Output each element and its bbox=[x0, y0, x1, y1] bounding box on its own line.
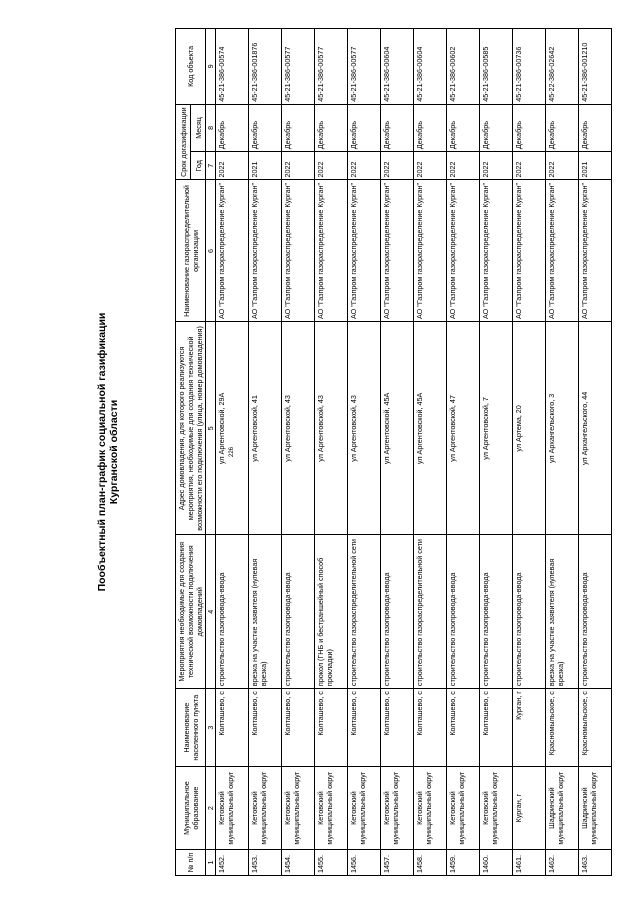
table-row bbox=[414, 29, 447, 876]
month-cell: Декабрь bbox=[381, 104, 414, 151]
column-number: 4 bbox=[206, 535, 216, 689]
header-deadline: Срок догазификации bbox=[176, 104, 191, 180]
table-row bbox=[546, 29, 579, 876]
month-cell: Декабрь bbox=[546, 104, 579, 151]
table-row bbox=[579, 29, 612, 876]
measure-cell: врезка на участке заявителя (нулевая врезка) bbox=[249, 535, 282, 689]
municipality-cell: Шадринский муниципальный округ bbox=[579, 767, 612, 850]
municipality-cell: Кетовский муниципальный округ bbox=[381, 767, 414, 850]
table-row bbox=[480, 29, 513, 876]
settlement-cell: Колташево, с bbox=[480, 689, 513, 767]
address-cell: ул Аргентовской, 47 bbox=[447, 322, 480, 535]
column-number: 6 bbox=[206, 180, 216, 322]
organization-cell: АО "Газпром газораспределение Курган" bbox=[216, 180, 249, 322]
header-organization: Наименование газораспределительной организации bbox=[176, 180, 206, 322]
table-row bbox=[381, 29, 414, 876]
address-cell: ул Аргентовской, 45А bbox=[414, 322, 447, 535]
measure-cell: строительство газопровода-ввода bbox=[381, 535, 414, 689]
municipality-cell: Шадринский муниципальный округ bbox=[546, 767, 579, 850]
year-cell: 2022 bbox=[315, 152, 348, 180]
municipality-cell: Курган, г bbox=[513, 767, 546, 850]
settlement-cell: Красномыльское, с bbox=[546, 689, 579, 767]
address-cell: ул Аргентовской, 43 bbox=[348, 322, 381, 535]
municipality-cell: Кетовский муниципальный округ bbox=[480, 767, 513, 850]
municipality-cell: Кетовский муниципальный округ bbox=[414, 767, 447, 850]
object-code-cell: 45-21-386-00585 bbox=[480, 29, 513, 105]
organization-cell: АО "Газпром газораспределение Курган" bbox=[579, 180, 612, 322]
object-code-cell: 45-21-386-00604 bbox=[381, 29, 414, 105]
month-cell: Декабрь bbox=[249, 104, 282, 151]
row-number: 1460. bbox=[480, 849, 513, 875]
measure-cell: прокол (ГНБ и бестраншейный способ прокладки) bbox=[315, 535, 348, 689]
municipality-cell: Кетовский муниципальный округ bbox=[282, 767, 315, 850]
row-number: 1452. bbox=[216, 849, 249, 875]
year-cell: 2022 bbox=[348, 152, 381, 180]
month-cell: Декабрь bbox=[579, 104, 612, 151]
measure-cell: строительство газопровода-ввода bbox=[579, 535, 612, 689]
settlement-cell: Колташево, с bbox=[249, 689, 282, 767]
table-header bbox=[176, 29, 216, 876]
municipality-cell: Кетовский муниципальный округ bbox=[348, 767, 381, 850]
object-code-cell: 45-21-386-001210 bbox=[579, 29, 612, 105]
settlement-cell: Колташево, с bbox=[414, 689, 447, 767]
column-number: 1 bbox=[206, 849, 216, 875]
header-municipality: Муниципальное образование bbox=[176, 767, 206, 850]
year-cell: 2022 bbox=[480, 152, 513, 180]
row-number: 1455. bbox=[315, 849, 348, 875]
organization-cell: АО "Газпром газораспределение Курган" bbox=[249, 180, 282, 322]
object-code-cell: 45-21-386-00577 bbox=[348, 29, 381, 105]
organization-cell: АО "Газпром газораспределение Курган" bbox=[546, 180, 579, 322]
object-code-cell: 45-22-386-02642 bbox=[546, 29, 579, 105]
page-number: 226 bbox=[229, 446, 235, 458]
organization-cell: АО "Газпром газораспределение Курган" bbox=[315, 180, 348, 322]
column-number-row bbox=[206, 29, 216, 876]
row-number: 1457. bbox=[381, 849, 414, 875]
organization-cell: АО "Газпром газораспределение Курган" bbox=[348, 180, 381, 322]
organization-cell: АО "Газпром газораспределение Курган" bbox=[513, 180, 546, 322]
object-code-cell: 45-21-386-00602 bbox=[447, 29, 480, 105]
settlement-cell: Колташево, с bbox=[282, 689, 315, 767]
address-cell: ул Архангельского, 44 bbox=[579, 322, 612, 535]
table-body bbox=[216, 29, 612, 876]
measure-cell: строительство газопровода-ввода bbox=[216, 535, 249, 689]
measure-cell: строительство газораспределительной сети bbox=[414, 535, 447, 689]
table-row bbox=[447, 29, 480, 876]
row-number: 1453. bbox=[249, 849, 282, 875]
header-month: Месяц bbox=[191, 104, 206, 151]
year-cell: 2022 bbox=[381, 152, 414, 180]
address-cell: ул Аргентовской, 41 bbox=[249, 322, 282, 535]
header-address: Адрес домовладения, для которого реализуются мероприятия, необходимые для создания технической возможности его подключения (улица, номер домовладения) bbox=[176, 322, 206, 535]
object-code-cell: 45-21-386-00577 bbox=[282, 29, 315, 105]
organization-cell: АО "Газпром газораспределение Курган" bbox=[282, 180, 315, 322]
rotated-table-container bbox=[175, 28, 598, 876]
measure-cell: строительство газопровода-ввода bbox=[282, 535, 315, 689]
measure-cell: врезка на участке заявителя (нулевая врезка) bbox=[546, 535, 579, 689]
address-cell: ул Аргентовской, 43 bbox=[282, 322, 315, 535]
address-cell: ул Артема, 20 bbox=[513, 322, 546, 535]
header-num: № п/п bbox=[176, 849, 206, 875]
table-row bbox=[513, 29, 546, 876]
municipality-cell: Кетовский муниципальный округ bbox=[216, 767, 249, 850]
row-number: 1456. bbox=[348, 849, 381, 875]
column-number: 5 bbox=[206, 322, 216, 535]
month-cell: Декабрь bbox=[282, 104, 315, 151]
address-cell: ул Архангельского, 3 bbox=[546, 322, 579, 535]
municipality-cell: Кетовский муниципальный округ bbox=[447, 767, 480, 850]
row-number: 1463. bbox=[579, 849, 612, 875]
column-number: 9 bbox=[206, 29, 216, 105]
document-title bbox=[96, 313, 120, 592]
settlement-cell: Колташево, с bbox=[348, 689, 381, 767]
settlement-cell: Колташево, с bbox=[216, 689, 249, 767]
month-cell: Декабрь bbox=[315, 104, 348, 151]
settlement-cell: Колташево, с bbox=[315, 689, 348, 767]
settlement-cell: Колташево, с bbox=[381, 689, 414, 767]
year-cell: 2022 bbox=[414, 152, 447, 180]
object-code-cell: 45-21-386-00736 bbox=[513, 29, 546, 105]
settlement-cell: Колташево, с bbox=[447, 689, 480, 767]
header-settlement: Наименование населенного пункта bbox=[176, 689, 206, 767]
year-cell: 2021 bbox=[579, 152, 612, 180]
month-cell: Декабрь bbox=[414, 104, 447, 151]
month-cell: Декабрь bbox=[480, 104, 513, 151]
year-cell: 2022 bbox=[513, 152, 546, 180]
row-number: 1459. bbox=[447, 849, 480, 875]
table-row bbox=[315, 29, 348, 876]
settlement-cell: Курган, г bbox=[513, 689, 546, 767]
settlement-cell: Красномыльское, с bbox=[579, 689, 612, 767]
object-code-cell: 45-21-386-00577 bbox=[315, 29, 348, 105]
organization-cell: АО "Газпром газораспределение Курган" bbox=[447, 180, 480, 322]
measure-cell: строительство газопровода-ввода bbox=[480, 535, 513, 689]
header-code: Код объекта bbox=[176, 29, 206, 105]
organization-cell: АО "Газпром газораспределение Курган" bbox=[480, 180, 513, 322]
address-cell: ул Аргентовской, 45А bbox=[381, 322, 414, 535]
header-measures: Мероприятия необходимые для создания технической возможности подключения домовладений bbox=[176, 535, 206, 689]
column-number: 3 bbox=[206, 689, 216, 767]
title-line-2: Курганской области bbox=[108, 399, 120, 505]
municipality-cell: Кетовский муниципальный округ bbox=[249, 767, 282, 850]
month-cell: Декабрь bbox=[348, 104, 381, 151]
column-number: 7 bbox=[206, 152, 216, 180]
month-cell: Декабрь bbox=[447, 104, 480, 151]
year-cell: 2022 bbox=[447, 152, 480, 180]
organization-cell: АО "Газпром газораспределение Курган" bbox=[414, 180, 447, 322]
object-code-cell: 45-21-386-001876 bbox=[249, 29, 282, 105]
table-row bbox=[348, 29, 381, 876]
measure-cell: строительство газопровода-ввода bbox=[513, 535, 546, 689]
address-cell: ул Аргентовской, 7 bbox=[480, 322, 513, 535]
address-cell: ул Аргентовской, 29А bbox=[216, 322, 249, 535]
year-cell: 2022 bbox=[216, 152, 249, 180]
row-number: 1458. bbox=[414, 849, 447, 875]
year-cell: 2022 bbox=[282, 152, 315, 180]
row-number: 1462. bbox=[546, 849, 579, 875]
column-number: 8 bbox=[206, 104, 216, 151]
year-cell: 2021 bbox=[249, 152, 282, 180]
year-cell: 2022 bbox=[546, 152, 579, 180]
gasification-table bbox=[175, 28, 612, 876]
measure-cell: строительство газораспределительной сети bbox=[348, 535, 381, 689]
object-code-cell: 45-21-386-00604 bbox=[414, 29, 447, 105]
organization-cell: АО "Газпром газораспределение Курган" bbox=[381, 180, 414, 322]
month-cell: Декабрь bbox=[513, 104, 546, 151]
month-cell: Декабрь bbox=[216, 104, 249, 151]
table-row bbox=[249, 29, 282, 876]
measure-cell: строительство газопровода-ввода bbox=[447, 535, 480, 689]
row-number: 1461. bbox=[513, 849, 546, 875]
column-number: 2 bbox=[206, 767, 216, 850]
address-cell: ул Аргентовской, 43 bbox=[315, 322, 348, 535]
table-row bbox=[216, 29, 249, 876]
row-number: 1454. bbox=[282, 849, 315, 875]
header-year: Год bbox=[191, 152, 206, 180]
municipality-cell: Кетовский муниципальный округ bbox=[315, 767, 348, 850]
object-code-cell: 45-21-386-00574 bbox=[216, 29, 249, 105]
table-row bbox=[282, 29, 315, 876]
title-line-1: Пообъектный план-график социальной газификации bbox=[96, 312, 108, 592]
